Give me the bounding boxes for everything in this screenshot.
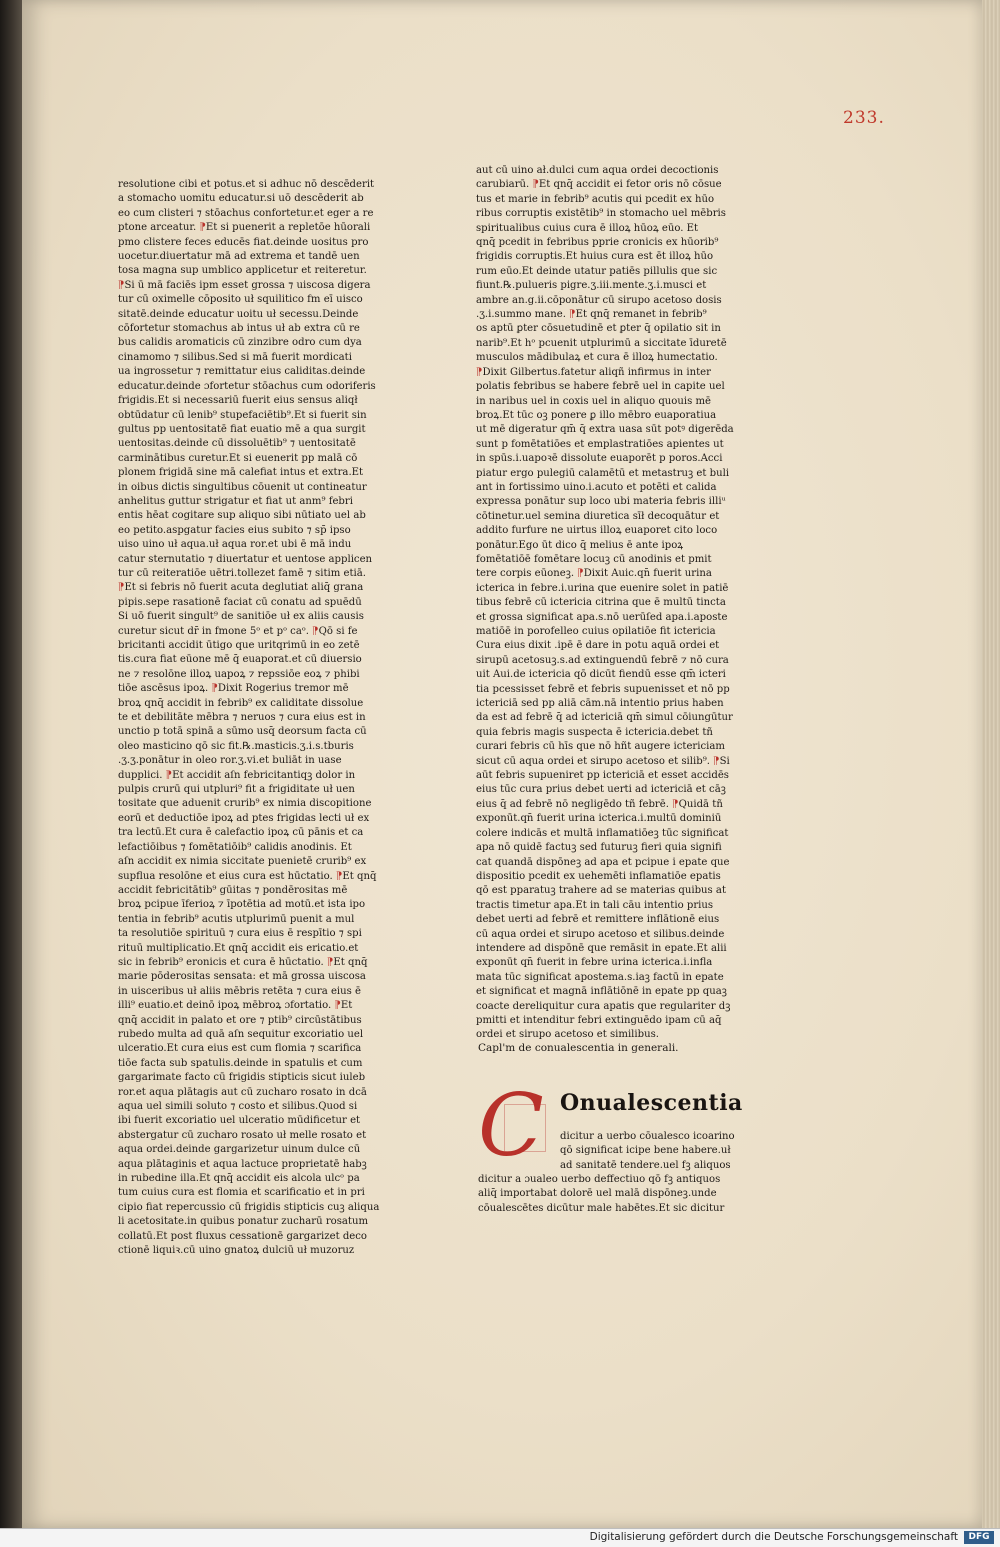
text-line: tur cū reiteratiōe uētri.tollezet famē ⁊ sitim etiā. bbox=[118, 567, 366, 579]
text-line: curetur sicut dr̄ in fmone 5ᵒ et pᵒ caᵒ. ⁋Qō si fe bbox=[118, 625, 358, 637]
text-line: in spūs.i.uapoꝛē dissolute euaporēt p poros.Acci bbox=[476, 453, 723, 465]
text-line: ⁋Si ū mā faciēs ipm esset grossa ⁊ uiscosa digera bbox=[118, 279, 371, 291]
paragraph-mark: ⁋ bbox=[118, 279, 125, 291]
text-line: ribus corruptis existētib⁹ in stomacho uel mēbris bbox=[476, 208, 726, 220]
text-line: tiōe ascēsus ipoꝝ. ⁋Dixit Rogerius tremor mē bbox=[118, 683, 349, 695]
text-line: gargarimate facto cū frigidis stipticis sicut iuleb bbox=[118, 1072, 366, 1084]
left-text-column bbox=[118, 178, 380, 1258]
paragraph-mark: ⁋ bbox=[569, 309, 576, 321]
text-line: dupplici. ⁋Et accidit aſn febricitantiqꝫ dolor in bbox=[118, 769, 356, 781]
text-line: pmo clistere feces educēs fiat.deinde uositus pro bbox=[118, 236, 369, 248]
text-line: a stomacho uomitu educatur.si uō descēderit ab bbox=[118, 193, 364, 205]
text-line: addito furfure ne uirtus illoꝝ euaporet cito loco bbox=[476, 525, 718, 537]
text-line: et grossa significat apa.s.nō uerūſed apa.i.aposte bbox=[476, 611, 728, 623]
text-line: eo cum clisteri ⁊ stōachus confortetur.et eger a re bbox=[118, 207, 374, 219]
text-line: qnq̄ accidit in palato et ore ⁊ ptib⁹ circūstātibus bbox=[118, 1014, 362, 1026]
text-line: unctio p totā spinā a sūmo usq̄ deorsum facta cū bbox=[118, 726, 367, 738]
text-line: cōfortetur stomachus ab intus uł ab extra cū re bbox=[118, 323, 360, 335]
text-line: cinamomo ⁊ silibus.Sed si mā fuerit mordicati bbox=[118, 351, 352, 363]
text-line: colere indicās et multā inflamatiōeꝫ tūc significat bbox=[476, 827, 729, 839]
text-line: supflua resolōne et eius cura est hūctatio. ⁋Et qnq̄ bbox=[118, 870, 377, 882]
text-line: tosa magna sup umblico applicetur et reiteretur. bbox=[118, 265, 367, 277]
text-line: pmitti et intenditur febri extinguēdo ipam cū aq̄ bbox=[476, 1014, 722, 1026]
right-text-column bbox=[476, 164, 740, 1043]
text-line: fomētatiōē fomētare locuꝫ cū anodinis et pmit bbox=[476, 553, 712, 565]
page-stack-edge bbox=[982, 0, 1000, 1528]
text-line: da est ad febrē q̄ ad ictericiā qm̄ simul cōiungūtur bbox=[476, 712, 733, 724]
text-line: in rubedine illa.Et qnq̄ accidit eis alcola ulcᵒ pa bbox=[118, 1173, 360, 1185]
text-line: ror.et aqua plātagis aut cū zucharo rosato in dcā bbox=[118, 1086, 367, 1098]
text-line: marie pōderositas sensata: et mā grossa uiscosa bbox=[118, 971, 366, 983]
text-line: li acetositate.in quibus ponatur zucharū rosatum bbox=[118, 1216, 369, 1228]
text-line: educatur.deinde ɔfortetur stōachus cum odoriferis bbox=[118, 380, 376, 392]
paragraph-mark: ⁋ bbox=[672, 798, 679, 810]
text-line: ponātur.Ego ūt dico q̄ melius ē ante ipoꝝ bbox=[476, 539, 684, 551]
text-line: gultus pp uentositatē fiat euatio mē a qua surgit bbox=[118, 423, 366, 435]
text-line: ad sanitatē tendere.uel fꝫ aliquos bbox=[560, 1159, 731, 1171]
text-line: catur sternutatio ⁊ diuertatur et uentose applicen bbox=[118, 553, 373, 565]
text-line: uiso uino uł aqua.uł aqua ror.et ubi ē mā indu bbox=[118, 539, 352, 551]
paragraph-mark: ⁋ bbox=[476, 366, 483, 378]
text-line: sitatē.deinde educatur uoitu uł secessu.Deinde bbox=[118, 308, 359, 320]
text-line: collatū.Et post fluxus cessationē gargarizet deco bbox=[118, 1230, 368, 1242]
text-line: abstergatur cū zucharo rosato uł melle rosato et bbox=[118, 1129, 367, 1141]
text-line: ptone arceatur. ⁋Et si puenerit a repletōe hūorali bbox=[118, 222, 371, 234]
text-line: ut mē digeratur qm̄ q̄ extra uasa sūt potꝰ digerēda bbox=[476, 424, 734, 436]
text-line: exponūt.qn̄ fuerit urina icterica.i.multū dominiū bbox=[476, 813, 722, 825]
text-line: intendere ad dispōnē que remāsit in epate.Et alii bbox=[476, 942, 727, 954]
text-line: spiritualibus cuius cura ē illoꝝ hūoꝝ eūo. Et bbox=[476, 222, 699, 234]
text-line: aut cū uino ał.dulci cum aqua ordei decoctionis bbox=[476, 165, 719, 176]
text-line: Cura eius dixit .ipē ē dare in potu aquā ordei et bbox=[476, 640, 720, 652]
text-line: curari febris cū hīs que nō hñt augere ictericiam bbox=[476, 741, 725, 753]
text-line: sunt p fomētatiōes et emplastratiōes apientes ut bbox=[476, 438, 724, 450]
text-line: in uisceribus uł aliis mēbris retēta ⁊ cura eius ē bbox=[118, 985, 362, 997]
text-line: broꝝ pcipue īferioꝝ ⁊ īpotētia ad motū.et ista ipo bbox=[118, 899, 366, 911]
text-line: tositate que aduenit crurib⁹ ex nimia discopitione bbox=[118, 798, 372, 810]
initial-side-text bbox=[560, 1130, 742, 1173]
text-line: ant in fortissimo uino.i.acuto et potēti et calida bbox=[476, 481, 717, 493]
text-line: cat quandā dispōneꝫ ad apa et pcipue i epate que bbox=[476, 856, 730, 868]
text-line: matiōē in porofelleo cuius opilatiōe fit ictericia bbox=[476, 626, 716, 637]
text-line: aſn accidit ex nimia siccitate puenietē crurib⁹ ex bbox=[118, 856, 367, 868]
text-line: cipio fiat repercussio cū frigidis stipticis cuꝫ aliqua bbox=[118, 1201, 380, 1213]
text-line: plonem frigidā sine mā calefiat intus et extra.Et bbox=[118, 467, 364, 479]
text-line: tra lectū.Et cura ē calefactio ipoꝝ cū pānis et ca bbox=[118, 827, 364, 839]
text-line: ta resolutiōe spirituū ⁊ cura eius ē respītio ⁊ spi bbox=[118, 928, 362, 940]
paragraph-mark: ⁋ bbox=[199, 222, 206, 234]
text-line: aqua ordei.deinde gargarizetur uinum dulce cū bbox=[118, 1144, 361, 1156]
text-line: exponūt qn̄ fuerit in febre urina icterica.i.infla bbox=[476, 957, 713, 969]
text-line: .ʒ.i.summo mane. ⁋Et qnq̄ remanet in febrib⁹ bbox=[476, 309, 707, 321]
text-line: tibus febrē cū ictericia citrina que ē multū tincta bbox=[476, 597, 726, 609]
text-line: illi⁹ euatio.et deinō ipoꝝ mēbroꝝ ɔfortatio. ⁋Et bbox=[118, 1000, 353, 1012]
text-line: dicitur a uerbo cōualesco icoarino bbox=[560, 1131, 735, 1142]
text-line: sirupū acetosuꝫ.s.ad extinguendū febrē ⁊ nō cura bbox=[476, 654, 729, 666]
text-line: resolutione cibi et potus.et si adhuc nō descēderit bbox=[118, 179, 375, 190]
text-line: pulpis crurū qui utpluri⁹ fit a frigiditate uł uen bbox=[118, 784, 355, 796]
decorated-initial: C bbox=[478, 1076, 544, 1176]
paragraph-mark: ⁋ bbox=[165, 769, 173, 781]
text-line: cū aqua ordei et sirupo acetoso et silibus.deinde bbox=[476, 928, 725, 940]
text-line: ⁋Dixit Gilbertus.fatetur aliqñ infirmus in inter bbox=[476, 366, 711, 378]
text-line: musculos mādibulaꝝ et cura ē illoꝝ humectatio. bbox=[476, 352, 718, 364]
text-line: in oibus dictis singultibus cōuenit ut contineatur bbox=[118, 481, 367, 493]
text-line: obtūdatur cū lenib⁹ stupefaciētib⁹.Et si fuerit sin bbox=[118, 409, 367, 421]
text-line: accidit febricitātib⁹ gūitas ⁊ pondērositas mē bbox=[118, 884, 348, 896]
text-line: rubedo multa ad quā aſn sequitur excoriatio uel bbox=[118, 1028, 364, 1040]
text-line: carminātibus curetur.Et si euenerit pp malā cō bbox=[118, 452, 358, 464]
text-line: eius tūc cura prius debet uerti ad ictericiā et cāꝫ bbox=[476, 784, 726, 796]
text-line: cōualescētes dicūtur male habētes.Et sic dicitur bbox=[478, 1202, 725, 1214]
paragraph-mark: ⁋ bbox=[577, 568, 584, 580]
text-line: tere corpis eūoneꝫ. ⁋Dixit Auic.qn̄ fuerit urina bbox=[476, 568, 712, 580]
text-line: quia febris magis suspecta ē ictericia.debet tñ bbox=[476, 726, 713, 738]
page-number: 233. bbox=[843, 108, 885, 128]
text-line: uocetur.diuertatur mā ad extrema et tandē uen bbox=[118, 251, 360, 263]
text-line: ne ⁊ resolōne illoꝝ uapoꝝ ⁊ repssiōe eoꝝ ⁊ phibi bbox=[118, 668, 360, 680]
funding-notice: Digitalisierung gefördert durch die Deutsche Forschungsgemeinschaft bbox=[589, 1531, 958, 1543]
text-line: broꝝ qnq̄ accidit in febrib⁹ ex caliditate dissolue bbox=[118, 697, 364, 709]
text-line: icterica in febre.i.urina que euenire solet in patiē bbox=[476, 582, 729, 594]
text-line: apa nō quidē factuꝫ sed futuruꝫ fieri quia signifi bbox=[476, 842, 722, 854]
text-line: Si uō fuerit singult⁹ de sanitiōe uł ex aliis causis bbox=[118, 611, 364, 623]
paragraph-mark: ⁋ bbox=[335, 870, 343, 882]
text-line: tur cū oximelle cōposito uł squilitico fm eī uisco bbox=[118, 294, 363, 306]
chapter-heading: Capl'm de conualescentia in generali. bbox=[478, 1042, 679, 1054]
closing-text bbox=[478, 1173, 742, 1216]
text-line: ⁋Et si febris nō fuerit acuta deglutiat aliq̄ grana bbox=[118, 582, 364, 594]
text-line: carubiarū. ⁋Et qnq̄ accidit ei fetor oris nō cōsue bbox=[476, 179, 722, 191]
text-line: tis.cura fiat eūone mē q̄ euaporat.et cū diuersio bbox=[118, 654, 362, 666]
paragraph-mark: ⁋ bbox=[326, 956, 334, 968]
text-line: et significat et magnā inflātiōnē in epate pp quaꝫ bbox=[476, 986, 727, 998]
text-line: uentositas.deinde cū dissoluētib⁹ ⁊ uentositatē bbox=[118, 438, 356, 450]
text-line: pipis.sepe rasationē faciat cū conatu ad spuēdū bbox=[118, 596, 362, 608]
text-line: eius q̄ ad febrē nō negligēdo tñ febrē. ⁋Quidā tñ bbox=[476, 798, 723, 810]
text-line: aqua uel simili soluto ⁊ costo et silibus.Quod si bbox=[118, 1101, 358, 1112]
text-line: ambre an.g.ii.cōponātur cū sirupo acetoso dosis bbox=[476, 294, 722, 306]
text-line: tus et marie in febrib⁹ acutis qui pcedit ex hūo bbox=[476, 193, 715, 205]
text-line: coacte dereliquitur cura apatis que regulariter dꝫ bbox=[476, 1000, 731, 1012]
paragraph-mark: ⁋ bbox=[211, 683, 218, 695]
paragraph-mark: ⁋ bbox=[312, 625, 319, 637]
text-line: in naribus uel in coxis uel in aliquo quouis mē bbox=[476, 395, 712, 407]
text-line: qō significat icipe bene habere.uł bbox=[560, 1145, 731, 1157]
text-line: tum cuius cura est flomia et scarificatio et in pri bbox=[118, 1187, 365, 1199]
text-line: fiunt.℞.pulueris pigre.ʒ.iii.mente.ʒ.i.musci et bbox=[476, 280, 707, 292]
text-line: sicut cū aqua ordei et sirupo acetoso et silib⁹. ⁋Si bbox=[476, 755, 730, 767]
text-line: dicitur a ɔualeo uerbo deffectiuo qō fꝫ antiquos bbox=[478, 1174, 721, 1185]
section-title-word: Onualescentia bbox=[560, 1090, 743, 1116]
text-line: frigidis corruptis.Et huius cura est ēt illoꝝ hūo bbox=[476, 251, 714, 263]
text-line: ua ingrossetur ⁊ remittatur eius caliditas.deinde bbox=[118, 366, 366, 378]
text-line: tia pcessisset febrē et febris supuenisset et nō pp bbox=[476, 683, 730, 695]
text-line: dispositio pcedit ex uehemēti inflamatiōe epatis bbox=[476, 870, 721, 882]
text-line: frigidis.Et si necessariū fuerit eius sensus aliqł bbox=[118, 395, 358, 407]
text-line: narib⁹.Et hᵒ pcuenit utplurimū a siccitate īduretē bbox=[476, 337, 727, 349]
paragraph-mark: ⁋ bbox=[532, 179, 539, 191]
text-line: te et debilitāte mēbra ⁊ neruos ⁊ cura eius est in bbox=[118, 712, 366, 724]
text-line: eo petito.aspgatur facies eius subito ⁊ sp̄ ipso bbox=[118, 524, 351, 536]
text-line: qō est pparatuꝫ trahere ad se materias quibus at bbox=[476, 885, 726, 897]
text-line: sic in febrib⁹ eronicis et cura ē hūctatio. ⁋Et qnq̄ bbox=[118, 956, 368, 968]
text-line: bus calidis aromaticis cū zinzibre odro cum dya bbox=[118, 337, 362, 349]
text-line: aliq̄ importabat dolorē uel malā dispōneꝫ.unde bbox=[478, 1188, 717, 1200]
text-line: aqua plātaginis et aqua lactuce proprietatē habꝫ bbox=[118, 1158, 367, 1170]
text-line: cōtinetur.uel semina diuretica sīł decoquātur et bbox=[476, 510, 720, 522]
text-line: os aptū ꝑter cōsuetudinē et ꝑter q̄ opilatio sit in bbox=[476, 323, 721, 335]
text-line: .ʒ.ʒ.ponātur in oleo ror.ʒ.vi.et buliāt in uase bbox=[118, 755, 342, 767]
text-line: qnq̄ pcedit in febribus pprie cronicis ex hūorib⁹ bbox=[476, 237, 719, 249]
text-line: ctionē liquiꝛ.cū uino gnatoꝝ dulciū uł muzoruz bbox=[118, 1245, 355, 1257]
text-line: rum eūo.Et deinde utatur patiēs pillulis que sic bbox=[476, 265, 718, 277]
viewer-footer bbox=[0, 1528, 1000, 1547]
text-line: lefactiōibus ⁊ fomētatiōib⁹ calidis anodinis. Et bbox=[118, 841, 352, 853]
text-line: oleo masticino qō sic fit.℞.masticis.ʒ.i.s.tburis bbox=[118, 740, 354, 752]
text-line: polatis febribus se habere febrē uel in capite uel bbox=[476, 381, 725, 393]
text-line: mata tūc significat apostema.s.iaꝫ factū in epate bbox=[476, 971, 724, 983]
text-line: rituū multiplicatio.Et qnq̄ accidit eis ericatio.et bbox=[118, 942, 359, 954]
paragraph-mark: ⁋ bbox=[118, 582, 125, 594]
text-line: anhelitus guttur strigatur et fiat ut anm⁹ febri bbox=[118, 495, 353, 507]
text-line: debet uerti ad febrē et remittere inflātionē eius bbox=[476, 914, 720, 926]
text-line: ictericiā sed pp aliā cām.nā intentio prius haben bbox=[476, 698, 724, 710]
text-line: tractis timetur apa.Et in tali cāu intentio prius bbox=[476, 899, 714, 911]
text-line: tentia in febrib⁹ acutis utplurimū puenit a mul bbox=[118, 913, 355, 925]
text-line: ibi fuerit excoriatio uel ulceratio mūdificetur et bbox=[118, 1115, 361, 1127]
text-line: bricitanti accidit ūtigo que uritqrimū in eo zetē bbox=[118, 640, 360, 651]
text-line: aūt febris supueniret pp ictericiā et esset accidēs bbox=[476, 770, 729, 782]
text-line: uit Aui.de ictericia qō dicūt fiendū esse qm̄ icteri bbox=[476, 669, 726, 681]
text-line: eorū et deductiōe ipoꝝ ad ptes frigidas lecti uł ex bbox=[118, 812, 370, 824]
text-line: ulceratio.Et cura eius est cum flomia ⁊ scarifica bbox=[118, 1043, 362, 1055]
text-line: piatur ergo pulegiū calamētū et metastruꝫ et buli bbox=[476, 467, 730, 479]
paragraph-mark: ⁋ bbox=[713, 755, 720, 767]
text-line: ordei et sirupo acetoso et similibus. bbox=[476, 1029, 659, 1041]
text-line: expressa ponātur sup loco ubi materia febris illiᵘ bbox=[476, 496, 726, 508]
text-line: broꝝ.Et tūc oꝫ ponere ꝑ illo mēbro euaporatiua bbox=[476, 409, 717, 421]
text-line: entis hēat cogitare sup aliquo sibi nūtiato uel ab bbox=[118, 510, 366, 522]
text-line: tiōe facta sub spatulis.deinde in spatulis et cum bbox=[118, 1057, 363, 1069]
paragraph-mark: ⁋ bbox=[334, 1000, 341, 1012]
dfg-logo[interactable]: DFG bbox=[964, 1531, 994, 1544]
